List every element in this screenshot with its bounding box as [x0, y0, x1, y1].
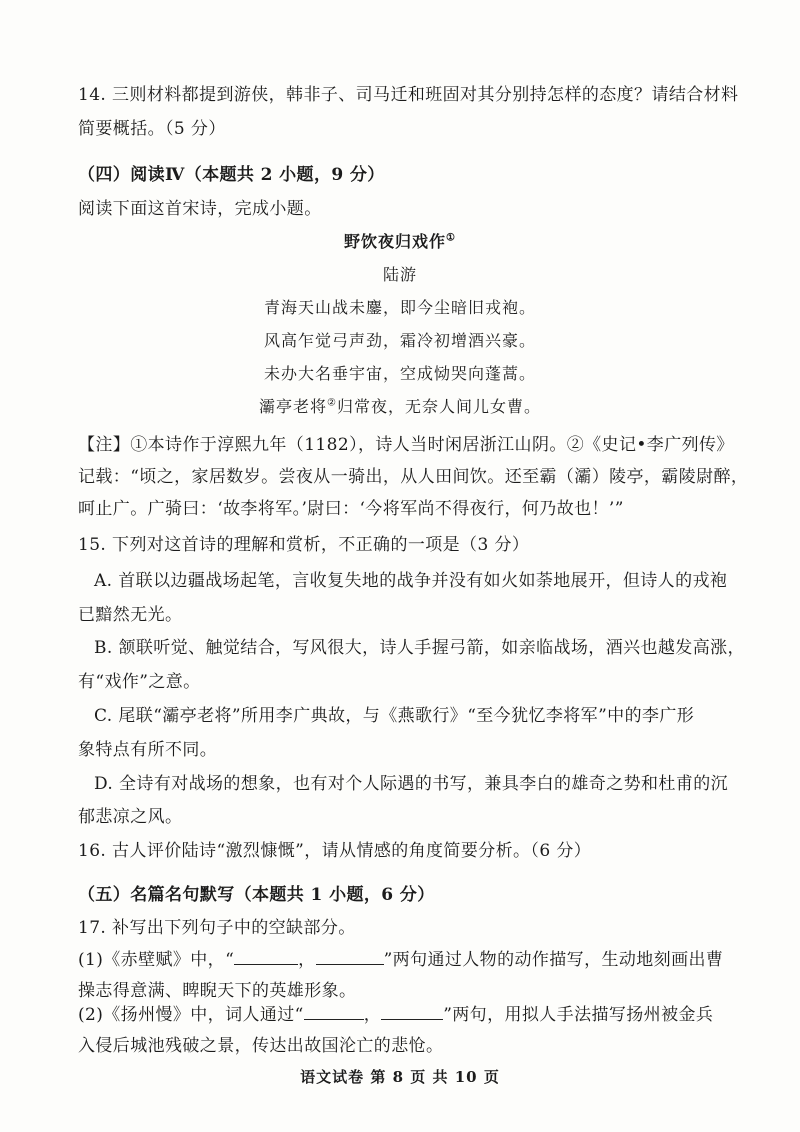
section4-heading: （四）阅读Ⅳ（本题共 2 小题，9 分） — [78, 165, 385, 185]
q15-option-a-line-2: 已黯然无光。 — [78, 605, 183, 625]
notes-line-3: 呵止广。广骑曰：‘故李将军。’尉曰：‘今将军尚不得夜行，何乃故也！’” — [78, 499, 624, 519]
poem-title-note: ① — [446, 232, 456, 244]
q17-item-1-suffix: ”两句通过人物的动作描写，生动地刻画出曹 — [383, 950, 724, 970]
poem-line-3: 未办大名垂宇宙，空成恸哭向蓬蒿。 — [263, 364, 536, 383]
q17-item-1-prefix: (1)《赤壁赋》中，“ — [78, 950, 235, 970]
q17-item-2-separator: ， — [363, 1005, 382, 1025]
page-footer: 语文试卷 第 8 页 共 10 页 — [300, 1068, 500, 1086]
q17-stem: 17. 补写出下列句子中的空缺部分。 — [78, 918, 356, 938]
notes-line-2: 记载：“顷之，家居数岁。尝夜从一骑出，从人田间饮。还至霸（灞）陵亭，霸陵尉醉， — [78, 467, 749, 487]
q15-option-a-line-1: A. 首联以边疆战场起笔，言收复失地的战争并没有如火如荼地展开，但诗人的戎袍 — [94, 571, 728, 591]
poem-line-4-b: 归常夜，无奈人间儿女曹。 — [336, 397, 541, 416]
q15-option-b-line-2: 有“戏作”之意。 — [78, 672, 201, 692]
poem-line-4 — [0, 394, 800, 417]
q17-item-1-line-2: 操志得意满、睥睨天下的英雄形象。 — [78, 981, 357, 1001]
poem-title — [0, 229, 800, 252]
section5-heading: （五）名篇名句默写（本题共 1 小题，6 分） — [78, 885, 435, 905]
fill-blank[interactable] — [316, 950, 384, 965]
q17-item-1-separator: ， — [298, 950, 316, 970]
q17-item-2-line-1 — [78, 1000, 713, 1025]
q17-item-1-line-1 — [78, 945, 723, 970]
q15-option-c-line-2: 象特点有所不同。 — [78, 740, 218, 760]
poem-line-1: 青海天山战未鏖，即今尘暗旧戎袍。 — [263, 298, 536, 317]
q17-item-2-suffix: ”两句，用拟人手法描写扬州被金兵 — [443, 1005, 714, 1025]
q15-stem: 15. 下列对这首诗的理解和赏析，不正确的一项是（3 分） — [78, 535, 530, 555]
notes-line-1: 【注】①本诗作于淳熙九年（1182），诗人当时闲居浙江山阴。②《史记•李广列传》 — [78, 435, 734, 455]
q15-option-c-line-1: C. 尾联“灞亭老将”所用李广典故，与《燕歌行》“至今犹忆李将军”中的李广形 — [94, 706, 695, 726]
q14-line-2: 简要概括。（5 分） — [78, 119, 226, 139]
q17-item-2-line-2: 入侵后城池残破之景，传达出故国沦亡的悲怆。 — [78, 1036, 444, 1056]
q15-option-b-line-1: B. 颔联听觉、触觉结合，写风很大，诗人手握弓箭，如亲临战场，酒兴也越发高涨， — [94, 638, 745, 658]
q15-option-d-line-2: 郁悲凉之风。 — [78, 807, 183, 827]
fill-blank[interactable] — [381, 1005, 443, 1020]
section4-instruction: 阅读下面这首宋诗，完成小题。 — [78, 199, 322, 219]
poem-line-4-a: 灞亭老将 — [259, 397, 328, 416]
fill-blank[interactable] — [234, 950, 298, 965]
q16-text: 16. 古人评价陆诗“激烈慷慨”，请从情感的角度简要分析。（6 分） — [78, 841, 592, 861]
q15-option-d-line-1: D. 全诗有对战场的想象，也有对个人际遇的书写，兼具李白的雄奇之势和杜甫的沉 — [94, 774, 729, 794]
poem-title-text: 野饮夜归戏作 — [344, 232, 447, 251]
q17-item-2-prefix: (2)《扬州慢》中，词人通过“ — [78, 1005, 304, 1025]
poem-line-4-note: ② — [327, 397, 337, 409]
q14-line-1: 14. 三则材料都提到游侠，韩非子、司马迁和班固对其分别持怎样的态度？请结合材料 — [78, 85, 739, 105]
poem-author: 陆游 — [382, 265, 417, 284]
poem-line-2: 风高乍觉弓声劲，霜冷初增酒兴豪。 — [263, 331, 536, 350]
fill-blank[interactable] — [304, 1005, 364, 1020]
